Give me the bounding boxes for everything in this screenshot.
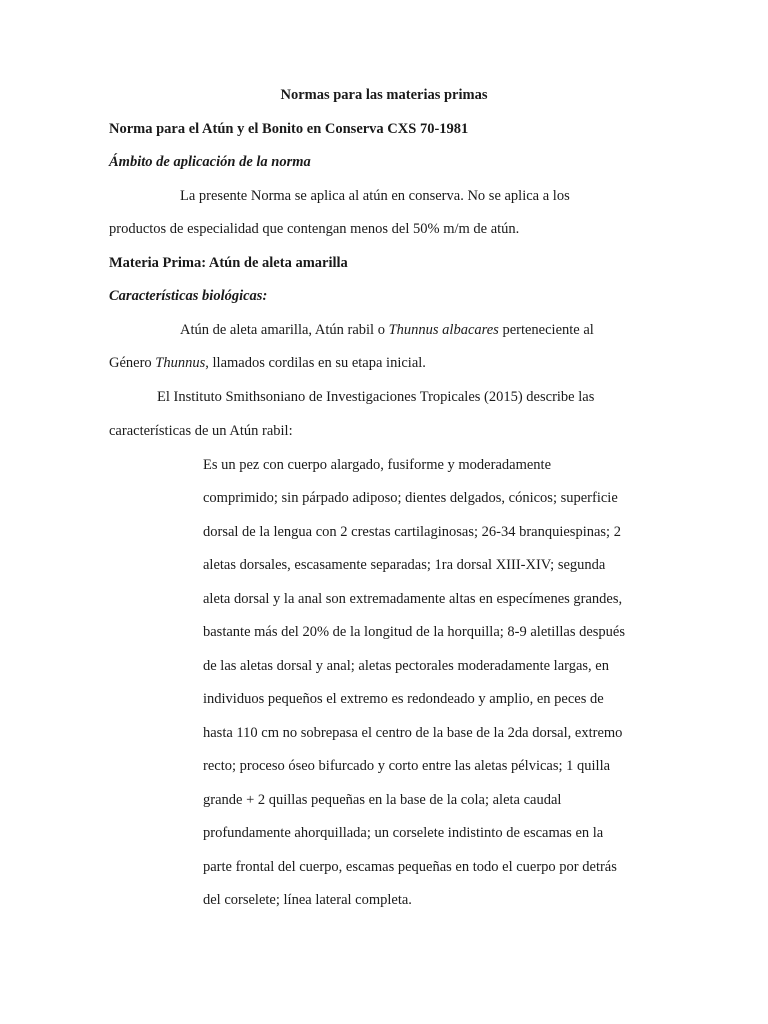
quote-line: Es un pez con cuerpo alargado, fusiforme y moderadamente bbox=[203, 457, 551, 473]
quote-line: grande + 2 quillas pequeñas en la base de la cola; aleta caudal bbox=[203, 792, 562, 808]
species-name: Thunnus albacares bbox=[388, 322, 499, 338]
bio-text: perteneciente al bbox=[498, 322, 594, 338]
quote-line: profundamente ahorquillada; un corselete indistinto de escamas en la bbox=[203, 825, 604, 841]
quote-line: del corselete; línea lateral completa. bbox=[203, 892, 412, 908]
institute-paragraph-line-1: El Instituto Smithsoniano de Investigaciones Tropicales (2015) describe las bbox=[157, 389, 595, 405]
quote-line: dorsal de la lengua con 2 crestas cartilaginosas; 26-34 branquiespinas; 2 bbox=[203, 524, 621, 540]
bio-text: , llamados cordilas en su etapa inicial. bbox=[205, 355, 426, 371]
page-title: Normas para las materias primas bbox=[280, 87, 488, 103]
quote-line: aletas dorsales, escasamente separadas; 1ra dorsal XIII-XIV; segunda bbox=[203, 557, 606, 573]
quote-line: de las aletas dorsal y anal; aletas pectorales moderadamente largas, en bbox=[203, 658, 609, 674]
bio-text: Atún de aleta amarilla, Atún rabil o bbox=[180, 322, 389, 338]
biological-characteristics-heading: Características biológicas: bbox=[109, 288, 268, 304]
genus-name: Thunnus bbox=[155, 355, 206, 371]
scope-paragraph-line-1: La presente Norma se aplica al atún en conserva. No se aplica a los bbox=[180, 188, 570, 204]
bio-paragraph-line-1 bbox=[180, 321, 594, 339]
quote-line: parte frontal del cuerpo, escamas pequeñas en todo el cuerpo por detrás bbox=[203, 859, 617, 875]
norm-heading: Norma para el Atún y el Bonito en Conserva CXS 70-1981 bbox=[109, 121, 469, 137]
raw-material-heading: Materia Prima: Atún de aleta amarilla bbox=[109, 255, 348, 271]
bio-text: Género bbox=[109, 355, 156, 371]
quote-line: bastante más del 20% de la longitud de la horquilla; 8-9 aletillas después bbox=[203, 624, 626, 640]
scope-paragraph-line-2: productos de especialidad que contengan menos del 50% m/m de atún. bbox=[109, 221, 520, 237]
quote-line: individuos pequeños el extremo es redondeado y amplio, en peces de bbox=[203, 691, 604, 707]
quote-line: hasta 110 cm no sobrepasa el centro de la base de la 2da dorsal, extremo bbox=[203, 725, 623, 741]
quote-line: aleta dorsal y la anal son extremadamente altas en especímenes grandes, bbox=[203, 591, 623, 607]
quote-line: comprimido; sin párpado adiposo; dientes delgados, cónicos; superficie bbox=[203, 490, 618, 506]
scope-heading: Ámbito de aplicación de la norma bbox=[109, 154, 311, 170]
bio-paragraph-line-2 bbox=[109, 354, 426, 372]
quote-line: recto; proceso óseo bifurcado y corto entre las aletas pélvicas; 1 quilla bbox=[203, 758, 611, 774]
institute-paragraph-line-2: características de un Atún rabil: bbox=[109, 423, 293, 439]
